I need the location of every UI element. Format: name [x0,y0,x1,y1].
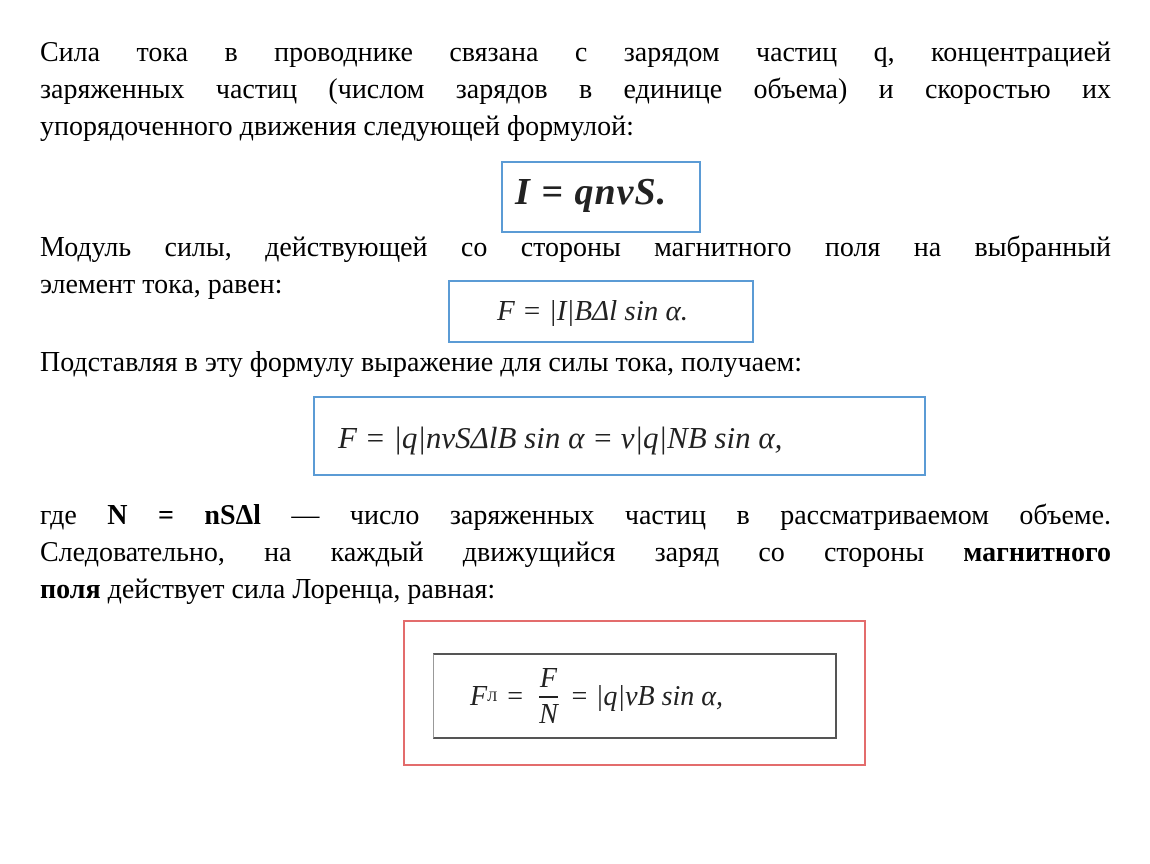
paragraph-line: элемент тока, равен: [40,269,283,300]
paragraph-line [40,497,1111,534]
paragraph-text: где [40,500,108,531]
particle-count-formula: N = nSΔl [107,500,261,531]
paragraph-text: — число заряженных частиц в рассматриваемом объеме. [260,500,1112,531]
fraction-numerator: F [539,663,557,694]
lorentz-subscript: Л [487,688,498,705]
formula-rhs: = |q|vB sin α, [569,681,723,712]
paragraph-text: Следовательно, на каждый движущийся заряд со стороны [40,537,964,568]
paragraph-substitution [40,344,1111,381]
paragraph-line [40,534,1111,571]
paragraph-lorentz-intro [40,497,1111,608]
paragraph-line [40,571,1111,608]
paragraph-line: заряженных частиц (числом зарядов в единице объема) и скоростью их [40,74,1111,105]
paragraph-line: Модуль силы, действующей со стороны магнитного поля на выбранный [40,232,1111,263]
paragraph-current-intro [40,34,1111,145]
lorentz-force-symbol: F [470,681,488,712]
fraction-bar [539,696,558,698]
formula-substituted-force: F = |q|nvSΔlB sin α = v|q|NB sin α, [338,420,783,455]
emphasis-text: поля [40,574,101,605]
fraction-denominator: N [539,699,558,730]
formula-current: I = qnvS. [515,171,668,213]
paragraph-line: Подставляя в эту формулу выражение для силы тока, получаем: [40,347,803,378]
emphasis-text: магнитного [963,537,1111,568]
equals-sign: = [507,681,524,712]
paragraph-text: действует сила Лоренца, равная: [100,574,496,605]
formula-ampere-force: F = |I|BΔl sin α. [497,295,688,327]
formula-lorentz-force [470,662,723,732]
fraction-f-over-n [539,664,558,730]
paragraph-line: упорядоченного движения следующей формулой: [40,111,634,142]
paragraph-line: Сила тока в проводнике связана с зарядом частиц q, концентрацией [40,37,1111,68]
